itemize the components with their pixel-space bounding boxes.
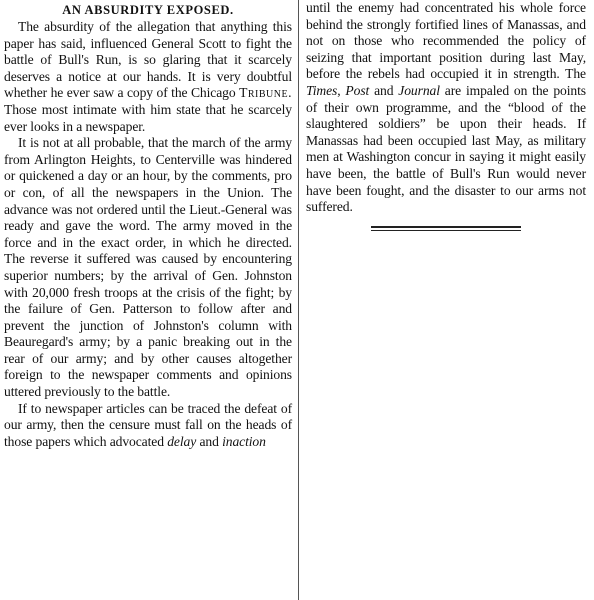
- right-column: [306, 0, 586, 233]
- paragraph-4-lead: until the enemy had concentrated his whole force behind the strongly fortified lines of Manassas, and not on those who recommended the policy of seizing that important position during last May, before the rebels had occupied it in strength. The: [306, 0, 586, 82]
- paragraph-4-comma: ,: [337, 82, 346, 98]
- paragraph-1-end: Those most intimate with him state that he scarcely ever looks in a newspaper.: [4, 101, 292, 134]
- paper-journal: Journal: [398, 82, 440, 98]
- paragraph-3-text: If to newspaper articles can be traced the defeat of our army, then the censure must fall on the heads of those papers which advocated: [4, 400, 292, 449]
- paragraph-4: [306, 0, 586, 216]
- paper-times: Times: [306, 82, 338, 98]
- paragraph-1-text: The absurdity of the allegation that anything this paper has said, influenced General Scott to fight the battle of Bull's Run, is so glaring that it scarcely deserves a notice at our hands. It is very doubtful whether he ever saw a copy of the Chicago: [4, 19, 292, 101]
- left-column: [4, 0, 292, 450]
- paragraph-3: [4, 401, 292, 451]
- paper-post: Post: [345, 82, 370, 98]
- tribune-name: Tribune.: [239, 85, 292, 101]
- article-end-rule: [371, 226, 521, 231]
- emphasis-delay: delay: [167, 433, 197, 449]
- emphasis-inaction: inaction: [222, 433, 266, 449]
- paragraph-4-and: and: [369, 82, 399, 98]
- paragraph-2: It is not at all probable, that the march of the army from Arlington Heights, to Centerville was hindered or quickened a day or an hour, by the comments, pro or con, of all the newspapers in the Union. The advance was not ordered until the Lieut.-General was ready and gave the word. The army moved in the force and in the exact order, in which he directed. The reverse it suffered was caused by encountering superior numbers; by the arrival of Gen. Johnston with 20,000 fresh troops at the crisis of the fight; by the failure of Gen. Patterson to follow after and prevent the junction of Johnston's column with Beauregard's army; by a panic breaking out in the rear of our army; and by other causes altogether foreign to the newspaper comments and opinions uttered previously to the battle.: [4, 135, 292, 400]
- column-divider: [298, 0, 299, 600]
- article-headline: AN ABSURDITY EXPOSED.: [62, 3, 234, 17]
- paragraph-1: [4, 19, 292, 135]
- paragraph-3-and: and: [196, 433, 223, 449]
- paragraph-4-rest: are impaled on the points of their own programme, and the “blood of the slaughtered soldiers” be upon their heads. If Manassas had been occupied last May, as military men at Washington concur in saying it might easily have been, the battle of Bull's Run would never have been fought, and the disaster to our arms not suffered.: [306, 82, 586, 215]
